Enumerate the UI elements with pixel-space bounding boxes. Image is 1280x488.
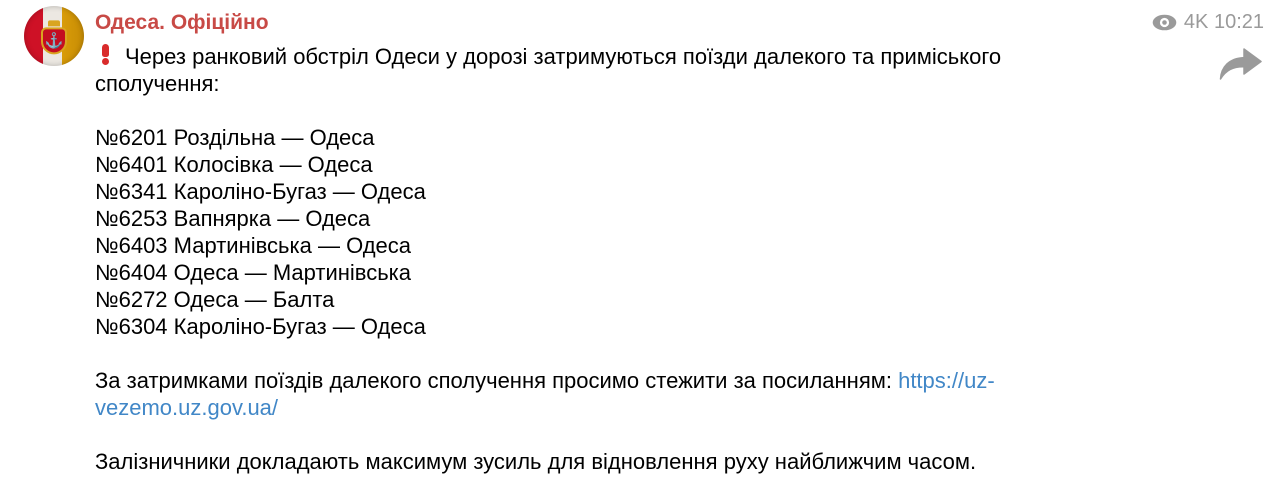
train-line: №6403 Мартинівська — Одеса xyxy=(95,233,412,258)
intro-paragraph xyxy=(95,43,1080,97)
follow-text: За затримками поїздів далекого сполучення просимо стежити за посиланням: xyxy=(95,368,899,393)
train-line: №6404 Одеса — Мартинівська xyxy=(95,260,412,285)
views-time-label: 4K 10:21 xyxy=(1183,11,1264,33)
channel-avatar[interactable] xyxy=(24,6,84,66)
train-line: №6272 Одеса — Балта xyxy=(95,287,335,312)
message-bubble xyxy=(95,10,1080,475)
message-body xyxy=(95,43,1080,475)
train-line: №6304 Кароліно-Бугаз — Одеса xyxy=(95,314,426,339)
follow-paragraph xyxy=(95,367,1080,421)
train-line: №6201 Роздільна — Одеса xyxy=(95,125,375,150)
train-line: №6253 Вапнярка — Одеса xyxy=(95,206,371,231)
intro-text: Через ранковий обстріл Одеси у дорозі затримуються поїзди далекого та приміського сполучення: xyxy=(95,44,1002,96)
share-button[interactable] xyxy=(1218,46,1262,82)
crown-icon xyxy=(48,20,60,26)
train-line: №6401 Колосівка — Одеса xyxy=(95,152,373,177)
outro-text: Залізничники докладають максимум зусиль для відновлення руху найближчим часом. xyxy=(95,449,977,474)
eye-views-icon xyxy=(1152,14,1177,31)
anchor-shield-icon: ⚓ xyxy=(41,27,67,54)
red-exclamation-icon xyxy=(101,44,110,66)
channel-name[interactable]: Одеса. Офіційно xyxy=(95,11,269,34)
share-arrow-icon xyxy=(1218,48,1262,81)
train-list xyxy=(95,124,1080,340)
odesa-coat-of-arms-icon xyxy=(41,20,67,54)
train-line: №6341 Кароліно-Бугаз — Одеса xyxy=(95,179,426,204)
outro-paragraph xyxy=(95,448,1080,475)
uz-vezemo-link[interactable]: https://uz-vezemo.uz.gov.ua/ xyxy=(95,368,995,420)
message-meta xyxy=(1152,10,1264,34)
